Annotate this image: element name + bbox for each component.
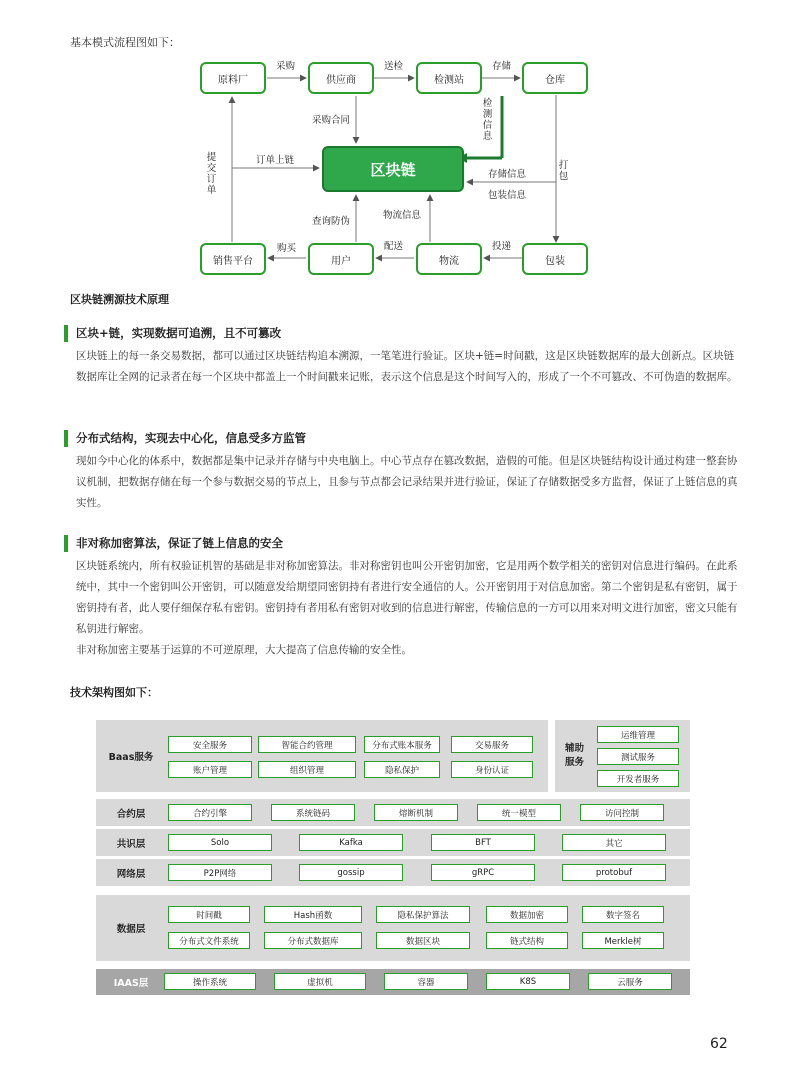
arch-heading: 技术架构图如下： — [70, 686, 158, 699]
label-ship: 投递 — [492, 241, 512, 252]
label-logistics-info: 物流信息 — [383, 210, 422, 221]
network-layer — [96, 859, 690, 886]
consensus-item: BFT — [431, 834, 535, 851]
block-accent-bar — [64, 535, 68, 552]
consensus-label: 共识层 — [116, 838, 146, 850]
block-title: 区块+链，实现数据可追溯，且不可篡改 — [76, 326, 282, 340]
node-inspection: 检测站 — [416, 62, 482, 94]
label-buy: 购买 — [277, 243, 297, 254]
iaas-item: 虚拟机 — [274, 973, 366, 990]
aux-item: 开发者服务 — [597, 770, 679, 787]
baas-item: 身份认证 — [451, 761, 533, 778]
block-paragraph: 非对称加密主要基于运算的不可逆原理，大大提高了信息传输的安全性。 — [76, 644, 412, 656]
data-item: Hash函数 — [264, 906, 362, 923]
label-query: 查询防伪 — [312, 216, 351, 227]
data-item: 数据区块 — [376, 932, 470, 949]
node-blockchain: 区块链 — [322, 146, 464, 192]
data-layer — [96, 895, 690, 961]
node-raw-material: 原料厂 — [200, 62, 266, 94]
aux-item: 运维管理 — [597, 726, 679, 743]
data-item: 时间戳 — [168, 906, 250, 923]
contract-item: 访问控制 — [580, 804, 664, 821]
network-label: 网络层 — [116, 868, 146, 880]
label-purchase-contract: 采购合同 — [312, 115, 351, 126]
intro-text: 基本模式流程图如下： — [70, 36, 180, 49]
node-sales-platform: 销售平台 — [200, 243, 266, 275]
network-item: protobuf — [562, 864, 666, 881]
network-item: P2P网络 — [168, 864, 272, 881]
consensus-item: Kafka — [299, 834, 403, 851]
baas-label: Baas服务 — [108, 752, 154, 763]
data-item: 分布式数据库 — [264, 932, 362, 949]
node-user: 用户 — [308, 243, 374, 275]
consensus-layer — [96, 829, 690, 856]
label-pack: 打包 — [558, 160, 569, 182]
label-storage-info: 存储信息 — [488, 169, 527, 180]
block-body — [76, 556, 744, 661]
label-pack-info: 包装信息 — [488, 190, 527, 201]
label-inspection-info: 检测信息 — [482, 98, 493, 142]
contract-item: 合约引擎 — [168, 804, 252, 821]
aux-item: 测试服务 — [597, 748, 679, 765]
aux-label: 辅助服务 — [565, 743, 585, 768]
contract-layer — [96, 799, 690, 826]
baas-item: 交易服务 — [451, 736, 533, 753]
label-deliver: 配送 — [384, 241, 404, 252]
block-title: 分布式结构，实现去中心化，信息受多方监管 — [76, 431, 306, 445]
data-item: 数字签名 — [582, 906, 664, 923]
data-item: 分布式文件系统 — [168, 932, 250, 949]
block-paragraph: 区块链系统内，所有权验证机智的基础是非对称加密算法。非对称密钥也叫公开密钥加密，它是用两个数学相关的密钥对信息进行编码。在此系统中，其中一个密钥叫公开密钥，可以随意发给期望同密钥持有者进行安全通信的人。公开密钥用于对信息加密。第二个密钥是私有密钥，属于密钥持有者，此人要仔细保存私有密钥。密钥持有者用私有密钥对收到的信息进行解密，传输信息的一方可以用来对明文进行加密，密文只能有私钥进行解密。 — [76, 560, 738, 635]
baas-item: 智能合约管理 — [258, 736, 356, 753]
node-packaging: 包装 — [522, 243, 588, 275]
baas-item: 组织管理 — [258, 761, 356, 778]
data-item: 链式结构 — [486, 932, 568, 949]
network-item: gossip — [299, 864, 403, 881]
iaas-label: IAAS层 — [113, 978, 149, 989]
data-item: 隐私保护算法 — [376, 906, 470, 923]
label-order-chain: 订单上链 — [256, 155, 295, 166]
block-accent-bar — [64, 430, 68, 447]
consensus-item: 其它 — [562, 834, 666, 851]
node-warehouse: 仓库 — [522, 62, 588, 94]
block-paragraph: 区块链上的每一条交易数据，都可以通过区块链结构追本溯源，一笔笔进行验证。区块+链=时间戳，这是区块链数据库的最大创新点。区块链数据库让全网的记录者在每一个区块中都盖上一个时间戳来记账，表示这个信息是这个时间写入的，形成了一个不可篡改、不可伪造的数据库。 — [76, 350, 738, 383]
iaas-item: 容器 — [384, 973, 468, 990]
block-body — [76, 346, 744, 388]
block-decentralization — [64, 428, 744, 516]
block-traceability — [64, 323, 744, 411]
contract-item: 熔断机制 — [374, 804, 458, 821]
label-store: 存储 — [492, 61, 512, 72]
contract-item: 系统链码 — [271, 804, 355, 821]
label-purchase: 采购 — [276, 61, 296, 72]
label-submit-order: 提交订单 — [206, 152, 217, 196]
baas-layer — [96, 720, 548, 792]
contract-label: 合约层 — [116, 808, 146, 820]
label-send-inspect: 送检 — [384, 61, 404, 72]
iaas-item: 云服务 — [588, 973, 672, 990]
section-heading: 区块链溯源技术原理 — [70, 293, 169, 306]
aux-layer — [555, 720, 690, 792]
baas-item: 账户管理 — [168, 761, 252, 778]
block-body — [76, 451, 744, 514]
data-item: Merkle树 — [582, 932, 664, 949]
baas-item: 安全服务 — [168, 736, 252, 753]
block-paragraph: 现如今中心化的体系中，数据都是集中记录并存储与中央电脑上。中心节点存在篡改数据，造假的可能。但是区块链结构设计通过构建一整套协议机制，把数据存储在每一个参与数据交易的节点上，且参与节点都会记录结果并进行验证，保证了存储数据受多方监督，保证了上链信息的真实性。 — [76, 455, 738, 509]
iaas-layer — [96, 969, 690, 995]
block-accent-bar — [64, 325, 68, 342]
node-logistics: 物流 — [416, 243, 482, 275]
consensus-item: Solo — [168, 834, 272, 851]
baas-item: 分布式账本服务 — [364, 736, 440, 753]
baas-item: 隐私保护 — [364, 761, 440, 778]
iaas-item: 操作系统 — [164, 973, 256, 990]
iaas-item: K8S — [486, 973, 570, 990]
page-number: 62 — [710, 1036, 728, 1052]
network-item: gRPC — [431, 864, 535, 881]
block-title: 非对称加密算法，保证了链上信息的安全 — [76, 536, 283, 550]
node-supplier: 供应商 — [308, 62, 374, 94]
contract-item: 统一模型 — [477, 804, 561, 821]
data-item: 数据加密 — [486, 906, 568, 923]
block-encryption — [64, 533, 744, 663]
data-label: 数据层 — [116, 924, 146, 935]
